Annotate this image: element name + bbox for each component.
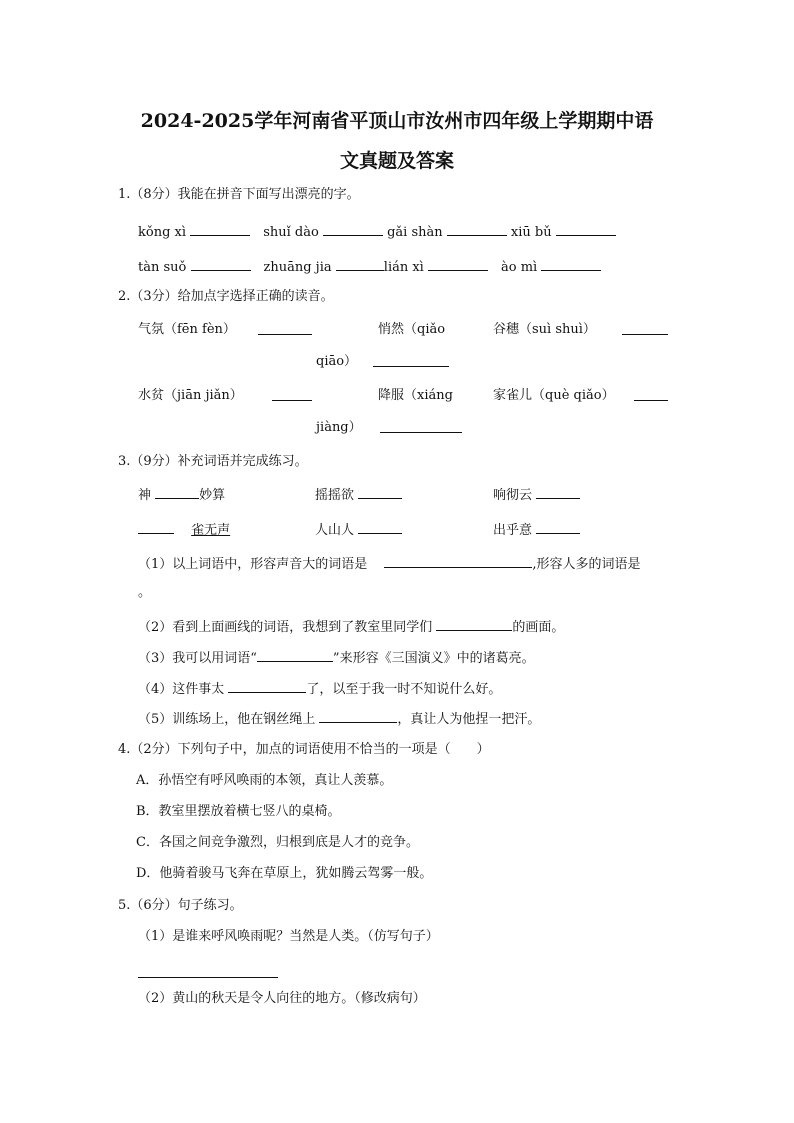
answer-blank[interactable] xyxy=(536,486,580,499)
idiom: 神 妙算 xyxy=(138,488,226,503)
answer-blank[interactable] xyxy=(272,388,312,401)
q3-sub4: （4）这件事太 了，以至于我一时不知说什么好。 xyxy=(138,682,502,697)
answer-blank[interactable] xyxy=(155,486,199,499)
q2-stem: 2.（3分）给加点字选择正确的读音。 xyxy=(118,289,334,304)
idiom: 摇摇欲 xyxy=(315,486,402,504)
q1-stem: 1.（8分）我能在拼音下面写出漂亮的字。 xyxy=(118,187,360,202)
answer-blank[interactable] xyxy=(323,223,383,236)
pinyin: kǒng xì xyxy=(138,225,187,240)
answer-blank[interactable] xyxy=(541,258,601,271)
doc-title-line2: 文真题及答案 xyxy=(339,150,454,172)
pinyin: lián xì xyxy=(383,260,424,275)
answer-blank[interactable] xyxy=(191,258,251,271)
q4-stem: 4.（2分）下列句子中，加点的词语使用不恰当的一项是（ ） xyxy=(118,742,490,757)
q2-item: qiāo） xyxy=(316,354,358,369)
answer-blank[interactable] xyxy=(138,521,174,534)
q5-stem: 5.（6分）句子练习。 xyxy=(118,898,243,913)
period: 。 xyxy=(138,585,152,600)
answer-blank[interactable] xyxy=(384,555,532,568)
idiom: 雀无声 xyxy=(138,521,230,539)
answer-blank[interactable] xyxy=(634,388,668,401)
answer-blank[interactable] xyxy=(373,354,449,367)
answer-blank[interactable] xyxy=(358,486,402,499)
answer-blank[interactable] xyxy=(536,521,580,534)
q4-option-d[interactable]: D．他骑着骏马飞奔在草原上，犹如腾云驾雾一般。 xyxy=(136,866,433,881)
q4-option-c[interactable]: C．各国之间竞争激烈，归根到底是人才的竞争。 xyxy=(136,835,419,850)
answer-blank[interactable] xyxy=(380,420,462,433)
q3-sub3: （3）我可以用词语“ ”来形容《三国演义》中的诸葛亮。 xyxy=(138,651,535,666)
pinyin: tàn suǒ xyxy=(138,260,187,275)
q2-item: 谷穗（suì shuì） xyxy=(493,322,596,337)
answer-blank[interactable] xyxy=(358,521,402,534)
q2-item: jiàng） xyxy=(316,420,362,435)
q5-sub1: （1）是谁来呼风唤雨呢？当然是人类。（仿写句子） xyxy=(138,929,439,944)
pinyin: shuǐ dào xyxy=(263,225,319,240)
answer-blank[interactable] xyxy=(228,680,306,693)
q3-sub1: （1）以上词语中，形容声音大的词语是 ,形容人多的词语是 xyxy=(138,557,641,572)
q1-row1 xyxy=(138,223,616,241)
answer-blank[interactable] xyxy=(257,649,333,662)
q2-item: 气氛（fēn fèn） xyxy=(138,322,236,337)
q3-sub2: （2）看到上面画线的词语，我想到了教室里同学们 的画面。 xyxy=(138,620,565,635)
pinyin: zhuāng jia xyxy=(263,260,332,275)
q2-item: 家雀儿（què qiǎo） xyxy=(493,388,615,403)
answer-blank[interactable] xyxy=(336,258,384,271)
answer-blank[interactable] xyxy=(622,322,668,335)
answer-blank[interactable] xyxy=(556,223,616,236)
answer-blank[interactable] xyxy=(436,618,512,631)
idiom: 人山人 xyxy=(315,521,402,539)
pinyin: xiū bǔ xyxy=(510,225,552,240)
q2-item: 降服（xiáng xyxy=(378,388,453,403)
q3-stem: 3.（9分）补充词语并完成练习。 xyxy=(118,454,308,469)
answer-blank[interactable] xyxy=(319,710,397,723)
q4-option-b[interactable]: B．教室里摆放着横七竖八的桌椅。 xyxy=(136,804,341,819)
q5-sub2: （2）黄山的秋天是令人向往的地方。（修改病句） xyxy=(138,991,426,1006)
q2-item: 悄然（qiǎo xyxy=(378,322,446,337)
answer-blank[interactable] xyxy=(138,965,278,978)
pinyin: gǎi shàn xyxy=(387,225,443,240)
idiom: 出乎意 xyxy=(493,521,580,539)
answer-blank[interactable] xyxy=(190,223,250,236)
q1-row2 xyxy=(138,258,601,276)
q4-option-a[interactable]: A．孙悟空有呼风唤雨的本领，真让人羡慕。 xyxy=(136,773,393,788)
q3-sub5: （5）训练场上，他在钢丝绳上 ，真让人为他捏一把汗。 xyxy=(138,712,541,727)
answer-blank[interactable] xyxy=(447,223,507,236)
doc-title-line1: 2024-2025学年河南省平顶山市汝州市四年级上学期期中语 xyxy=(140,110,654,132)
answer-blank[interactable] xyxy=(428,258,488,271)
pinyin: ào mì xyxy=(501,260,538,275)
q2-item: 水贫（jiān jiǎn） xyxy=(138,388,243,403)
idiom: 响彻云 xyxy=(493,486,580,504)
answer-blank[interactable] xyxy=(258,322,312,335)
